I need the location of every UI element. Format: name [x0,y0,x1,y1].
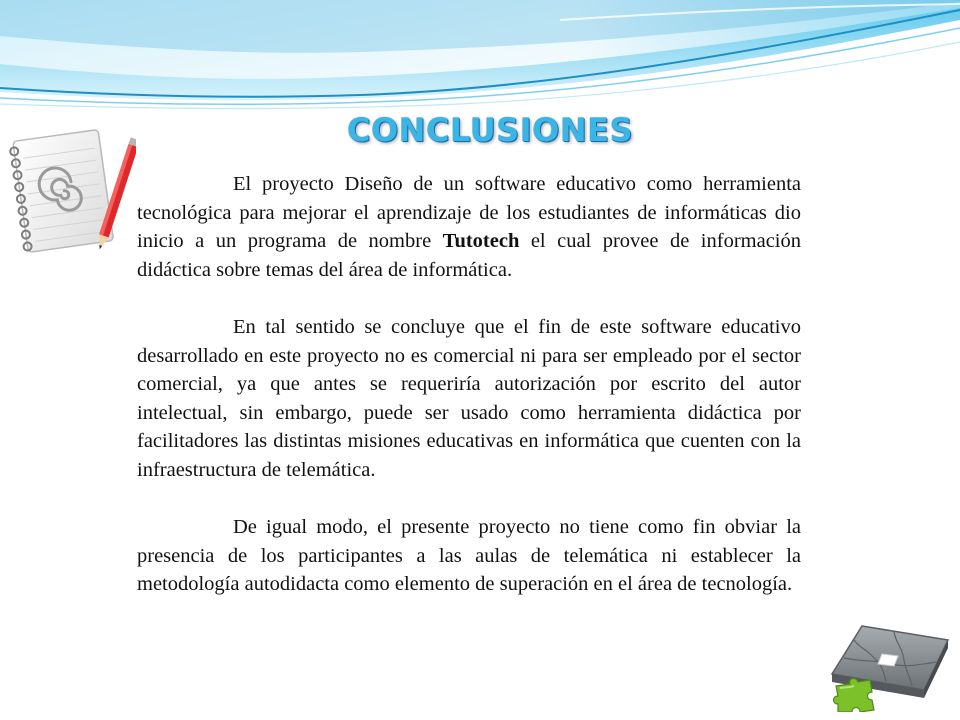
paragraph-1-text-start: El proyecto Diseño de un software educativo como herramienta tecnológica para mejorar el aprendizaje de los estudiantes de informáticas dio inicio a un programa de nombre [137,173,801,253]
paragraph-1 [137,170,801,284]
notebook-pencil-icon [4,122,136,256]
program-name: Tutotech [442,230,520,253]
paragraph-1-text-end: el cual provee de información didáctica sobre temas del área de informática. [137,230,801,281]
paragraph-3: De igual modo, el presente proyecto no tiene como fin obviar la presencia de los participantes a las aulas de telemática ni establecer la metodología autodidacta como elemento de superación en el área de tecnología. [137,516,801,596]
conclusions-body [137,170,801,599]
slide-title: CONCLUSIONES [346,111,634,149]
puzzle-icon [824,620,952,712]
paragraph-2: En tal sentido se concluye que el fin de este software educativo desarrollado en este proyecto no es comercial ni para ser empleado por el sector comercial, ya que antes se requeriría autorización por escrito del autor intelectual, sin embargo, puede ser usado como herramienta didáctica por facilitadores las distintas misiones educativas en informática que cuenten con la infraestructura de telemática. [137,315,801,481]
